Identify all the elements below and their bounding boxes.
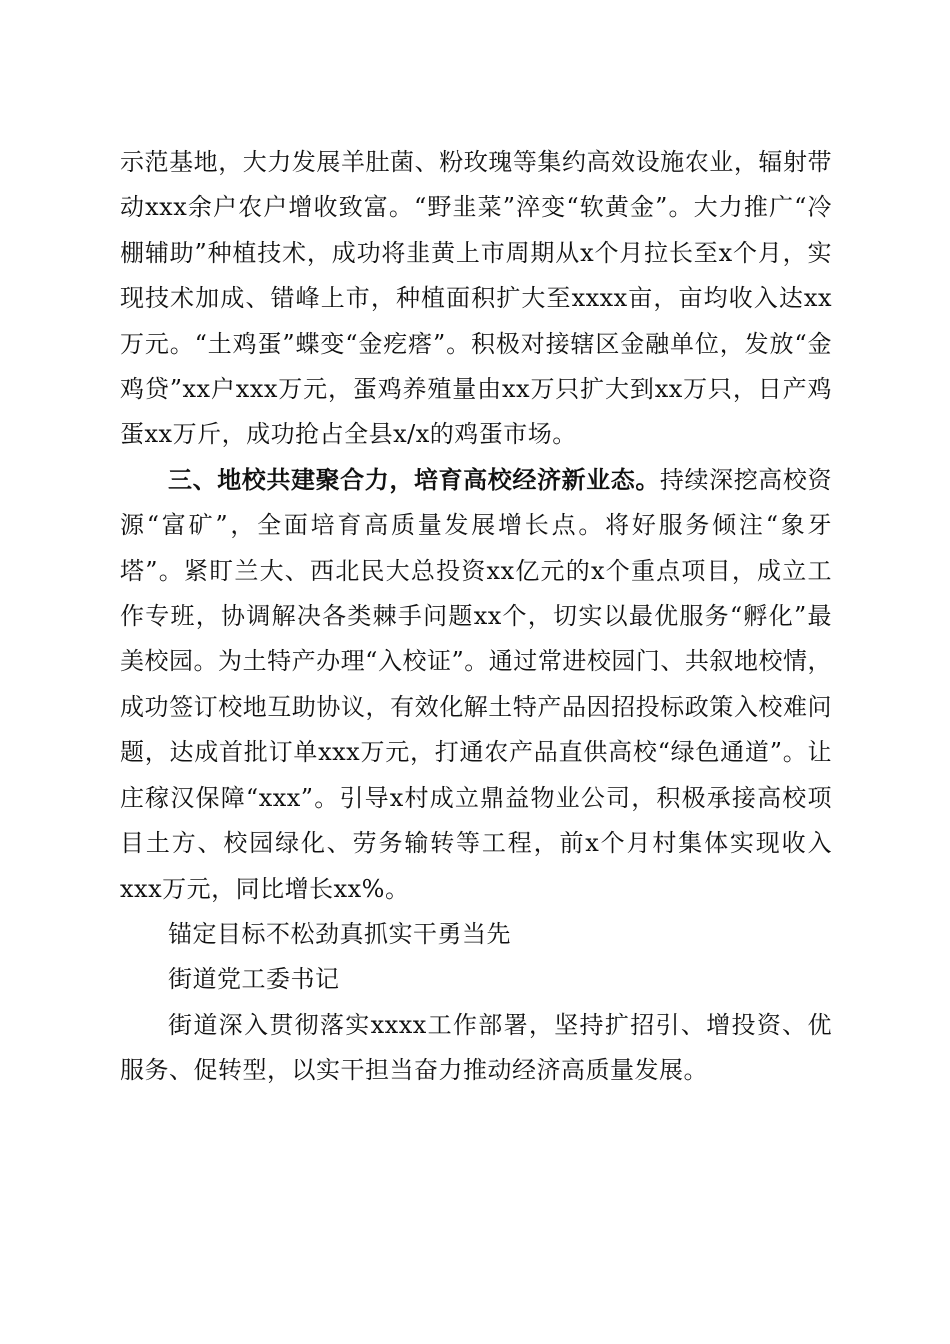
paragraph-agriculture: 示范基地，大力发展羊肚菌、粉玫瑰等集约高效设施农业，辐射带动xxx余户农户增收致富。“野韭菜”淬变“软黄金”。大力推广“冷棚辅助”种植技术，成功将韭黄上市周期从x个月拉长至x个月，实现技术加成、错峰上市，种植面积扩大至xxxx亩，亩均收入达xx万元。“土鸡蛋”蝶变“金疙瘩”。积极对接辖区金融单位，发放“金鸡贷”xx户xxx万元，蛋鸡养殖量由xx万只扩大到xx万只，日产鸡蛋xx万斤，成功抢占全县x/x的鸡蛋市场。 bbox=[120, 148, 832, 449]
article-title: 锚定目标不松劲真抓实干勇当先 bbox=[168, 919, 511, 948]
paragraph-intro: 街道深入贯彻落实xxxx工作部署，坚持扩招引、增投资、优服务、促转型，以实干担当奋力推动经济高质量发展。 bbox=[120, 1010, 832, 1085]
section-heading: 三、地校共建聚合力，培育高校经济新业态。 bbox=[168, 465, 660, 494]
article-author: 街道党工委书记 bbox=[168, 965, 340, 994]
paragraph-school-cooperation bbox=[120, 458, 832, 912]
section-body: 持续深挖高校资源“富矿”，全面培育高质量发展增长点。将好服务倾注“象牙塔”。紧盯兰大、西北民大总投资xx亿元的x个重点项目，成立工作专班，协调解决各类棘手问题xx个，切实以最优服务“孵化”最美校园。为土特产办理“入校证”。通过常进校园门、共叙地校情，成功签订校地互助协议，有效化解土特产品因招投标政策入校难问题，达成首批订单xxx万元，打通农产品直供高校“绿色通道”。让庄稼汉保障“xxx”。引导x村成立鼎益物业公司，积极承接高校项目土方、校园绿化、劳务输转等工程，前x个月村集体实现收入xxx万元，同比增长xx%。 bbox=[120, 465, 832, 903]
document-body bbox=[120, 140, 832, 1094]
